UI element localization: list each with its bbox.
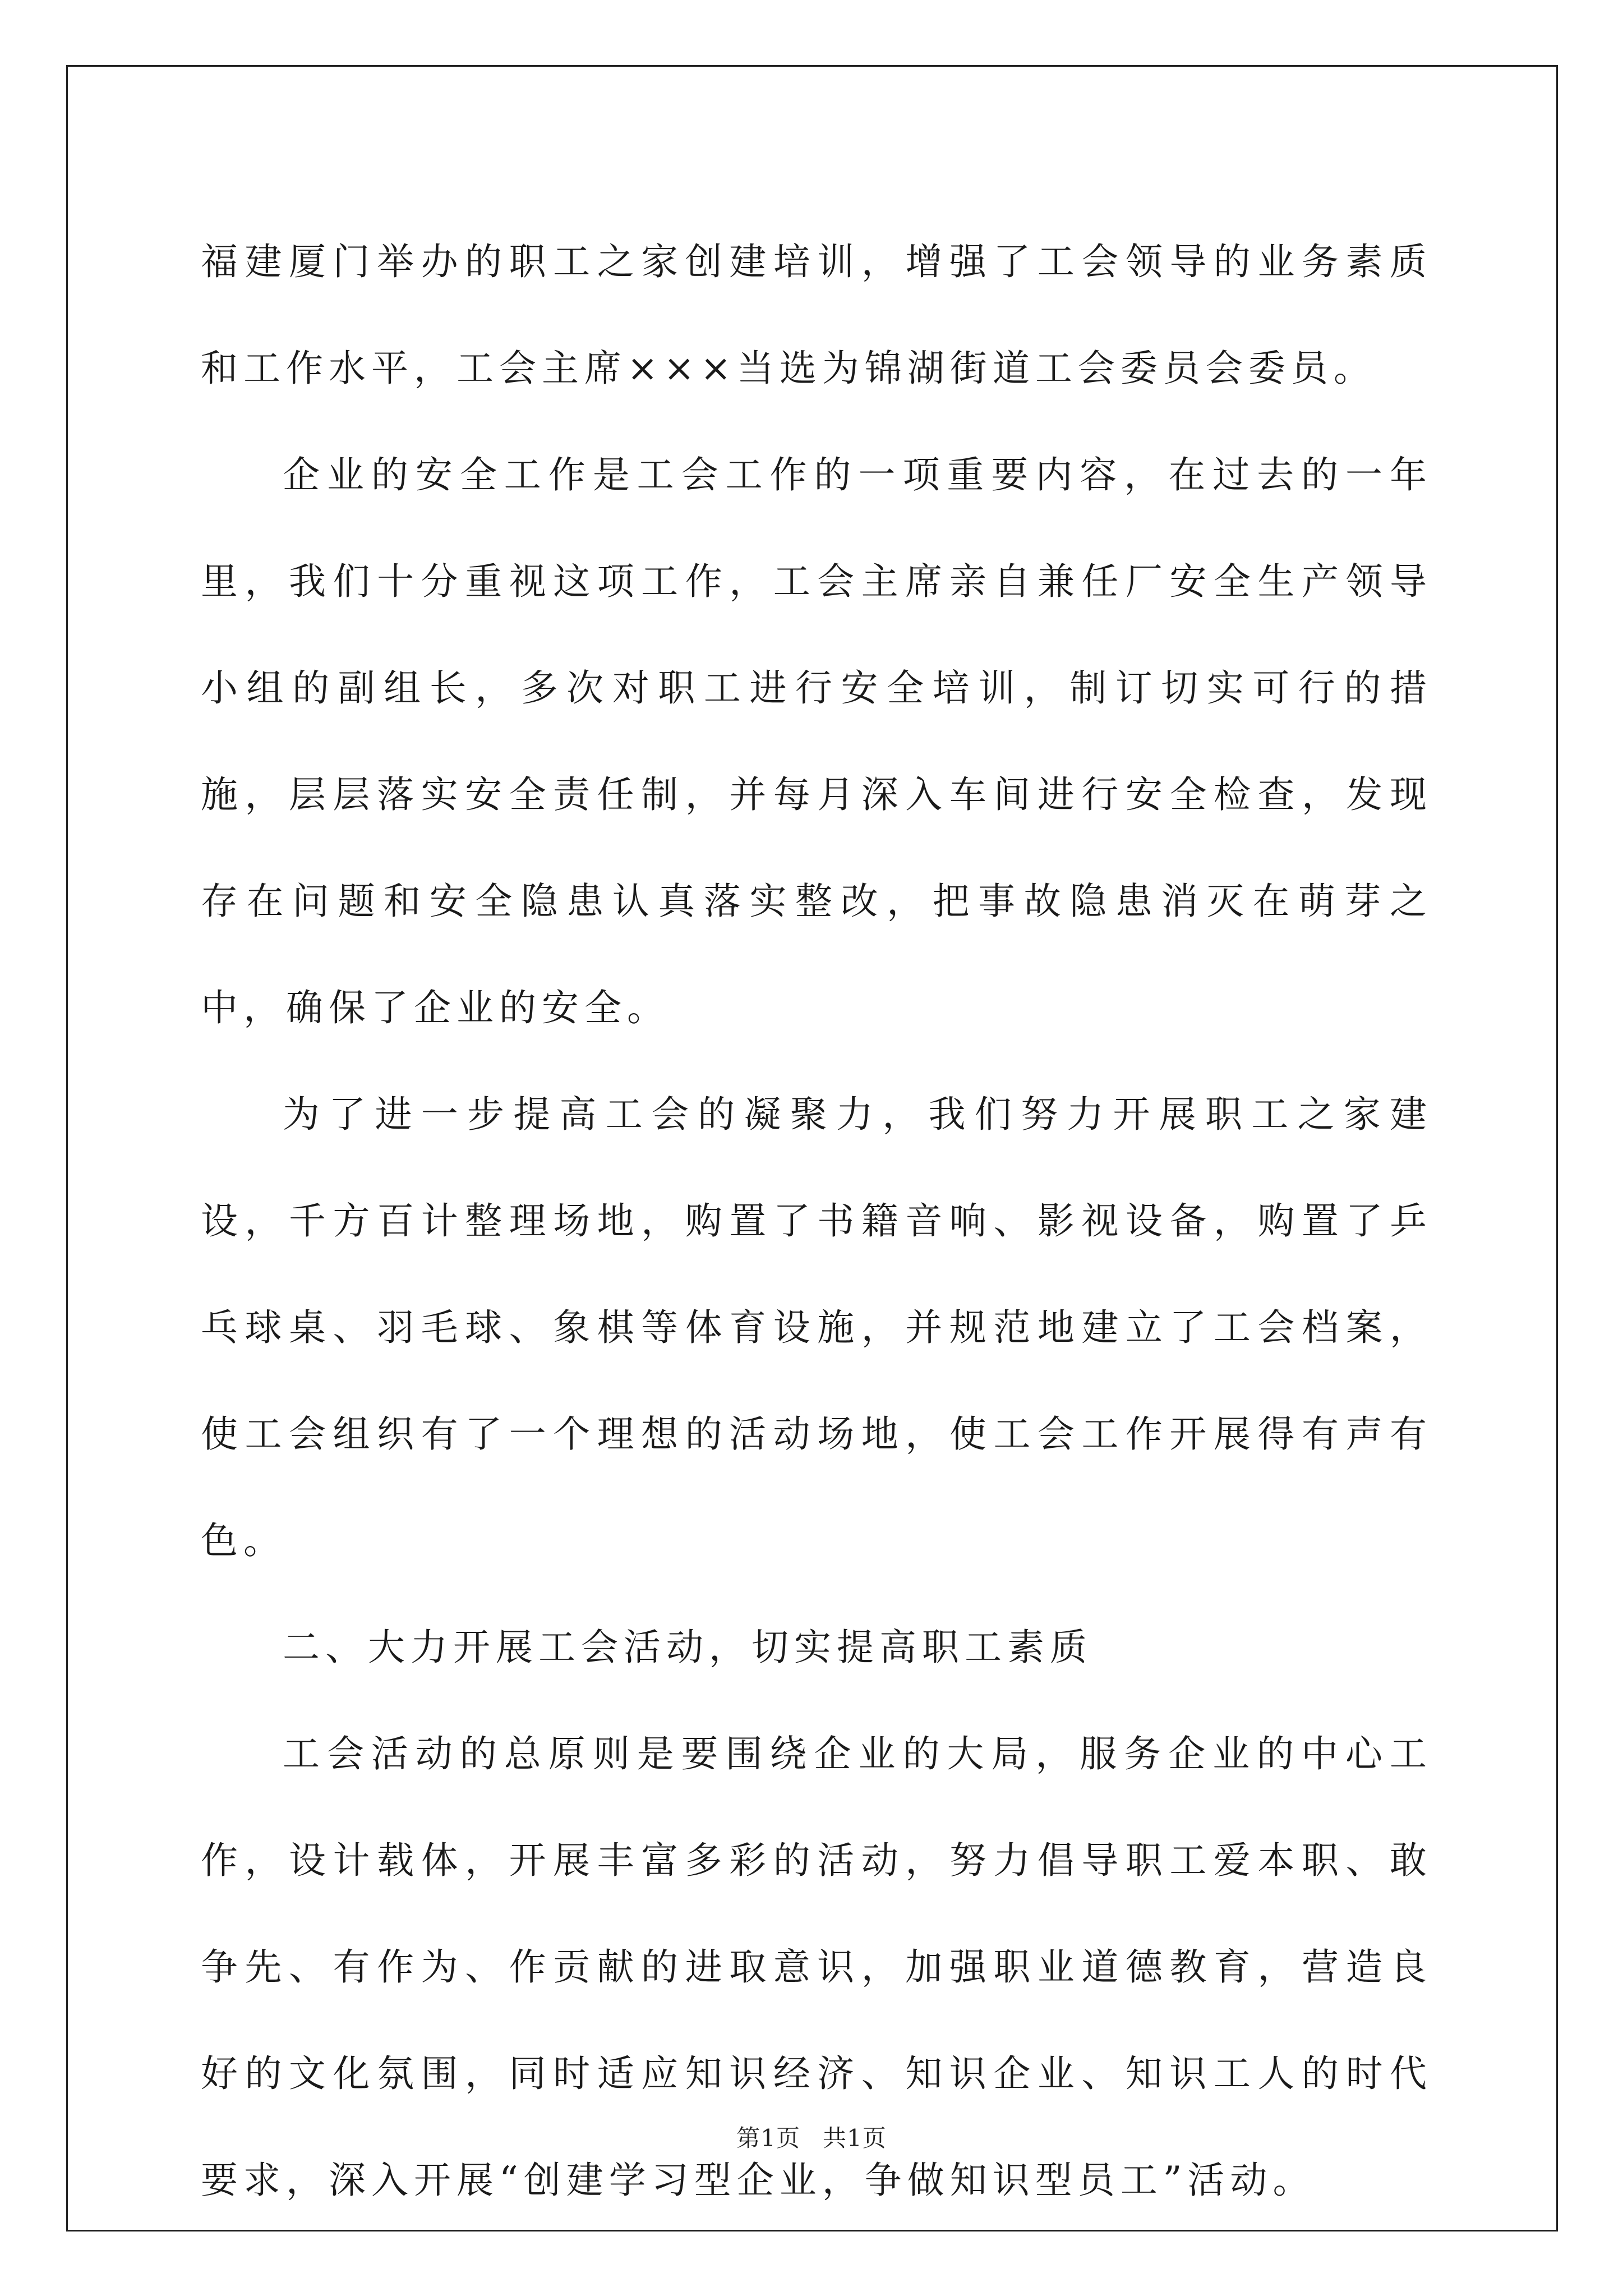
document-body [201,209,1432,2234]
page-number: 第1页 [736,2124,800,2152]
paragraph-3: 为了进一步提高工会的凝聚力，我们努力开展职工之家建设，千方百计整理场地，购置了书籍音响、影视设备，购置了乒乓球桌、羽毛球、象棋等体育设施，并规范地建立了工会档案，使工会组织有了一个理想的活动场地，使工会工作开展得有声有色。 [201,1093,1432,1562]
paragraph-4: 工会活动的总原则是要围绕企业的大局，服务企业的中心工作，设计载体，开展丰富多彩的活动，努力倡导职工爱本职、敢争先、有作为、作贡献的进取意识，加强职业道德教育，营造良好的文化氛围，同时适应知识经济、知识企业、知识工人的时代要求，深入开展“创建学习型企业，争做知识型员工”活动。 [201,1732,1432,2202]
page-total: 共1页 [823,2124,887,2152]
paragraph-1: 福建厦门举办的职工之家创建培训，增强了工会领导的业务素质和工作水平，工会主席×××当选为锦湖街道工会委员会委员。 [201,240,1432,390]
paragraph-2: 企业的安全工作是工会工作的一项重要内容，在过去的一年里，我们十分重视这项工作，工会主席亲自兼任厂安全生产领导小组的副组长，多次对职工进行安全培训，制订切实可行的措施，层层落实安全责任制，并每月深入车间进行安全检查，发现存在问题和安全隐患认真落实整改，把事故隐患消灭在萌芽之中，确保了企业的安全。 [201,453,1432,1029]
section-heading: 二、大力开展工会活动，切实提高职工素质 [283,1626,1092,1669]
page-footer [0,2122,1623,2155]
